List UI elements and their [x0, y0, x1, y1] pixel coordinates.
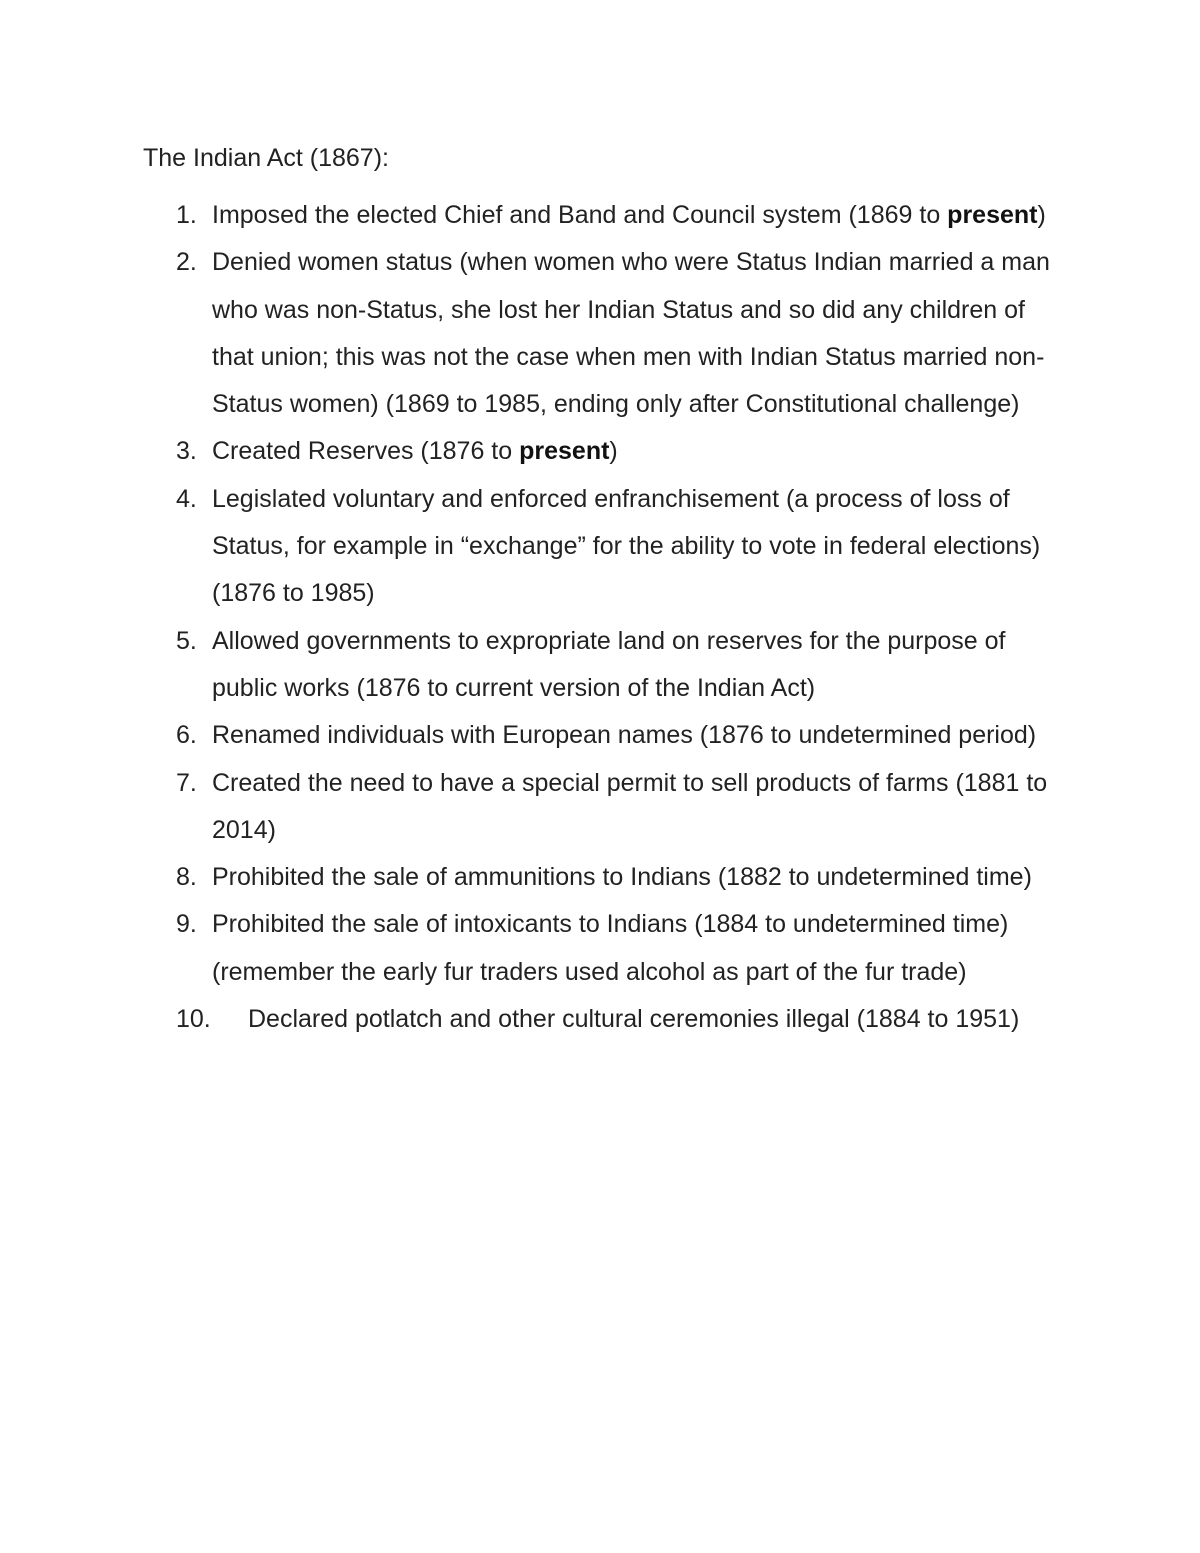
list-item-number: 2.	[176, 248, 197, 277]
list-item	[0, 996, 1200, 1043]
document-title: The Indian Act (1867):	[143, 144, 389, 172]
list-item	[0, 901, 1200, 996]
list-item-text: Allowed governments to expropriate land on reserves for the purpose of public works (1876 to current version of the Indian Act)	[212, 626, 1006, 702]
list-item	[0, 712, 1200, 759]
list-item	[0, 239, 1200, 428]
list-item-text: Prohibited the sale of intoxicants to Indians (1884 to undetermined time) (remember the early fur traders used alcohol as part of the fur trade)	[212, 910, 1009, 986]
list-item-text: Created Reserves (1876 to present)	[212, 437, 618, 466]
list-item	[0, 760, 1200, 855]
list-item-text: Renamed individuals with European names (1876 to undetermined period)	[212, 721, 1037, 750]
list-item-number: 7.	[176, 768, 197, 797]
emphasis-text: present	[519, 437, 610, 466]
list-item-text: Created the need to have a special permit to sell products of farms (1881 to 2014)	[212, 768, 1048, 844]
list-item-number: 3.	[176, 437, 197, 466]
list-item-number: 9.	[176, 910, 197, 939]
list-item	[0, 618, 1200, 713]
emphasis-text: present	[947, 201, 1038, 229]
list-item-text: Declared potlatch and other cultural ceremonies illegal (1884 to 1951)	[248, 1005, 1020, 1034]
list-item	[0, 476, 1200, 618]
list-item-number: 6.	[176, 721, 197, 750]
list-item-number: 4.	[176, 484, 197, 513]
list-item-number: 1.	[176, 201, 197, 229]
list-item-number: 5.	[176, 626, 197, 655]
list-item	[0, 192, 1200, 239]
list-item-number: 10.	[176, 1005, 211, 1034]
list-item-text: Imposed the elected Chief and Band and Council system (1869 to present)	[212, 201, 1046, 229]
list-item	[0, 854, 1200, 901]
act-provisions-list	[0, 192, 1200, 1043]
list-item-text: Prohibited the sale of ammunitions to Indians (1882 to undetermined time)	[212, 863, 1032, 892]
list-item-text: Denied women status (when women who were Status Indian married a man who was non-Status, she lost her Indian Status and so did any children of that union; this was not the case when men with Indian Status married non-Status women) (1869 to 1985, ending only after Constitutional challenge)	[212, 248, 1050, 419]
list-item-text: Legislated voluntary and enforced enfranchisement (a process of loss of Status, for example in “exchange” for the ability to vote in federal elections) (1876 to 1985)	[212, 484, 1041, 608]
list-item-number: 8.	[176, 863, 197, 892]
list-item	[0, 428, 1200, 475]
